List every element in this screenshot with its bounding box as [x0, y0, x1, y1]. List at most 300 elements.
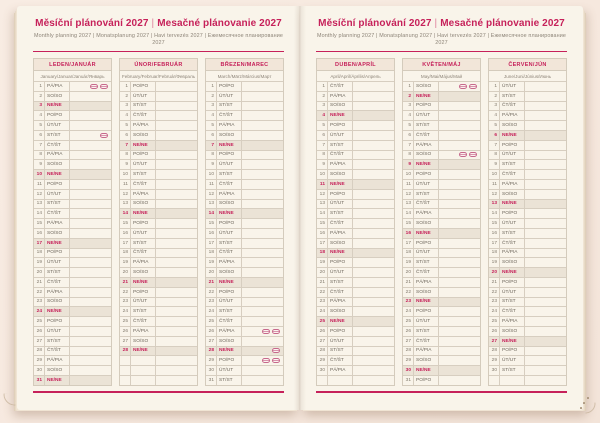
notes-cell: [70, 229, 111, 238]
notes-cell: [242, 92, 283, 101]
day-row: [34, 208, 111, 218]
day-row: [489, 355, 566, 365]
notes-cell: [242, 180, 283, 189]
day-row: [206, 189, 283, 199]
day-abbr: PO/PO: [414, 376, 439, 385]
day-row: [403, 228, 480, 238]
notes-cell: [353, 190, 394, 199]
notes-cell: [156, 258, 197, 267]
month-subtitle: February/Februar/Február/Февраль: [121, 73, 196, 79]
day-number: 27: [403, 337, 414, 346]
notes-cell: [439, 180, 480, 189]
notes-cell: [242, 209, 283, 218]
notes-cell: [353, 347, 394, 356]
notes-cell: [242, 160, 283, 169]
months-row: [316, 58, 567, 386]
day-abbr: SO/SO: [45, 160, 70, 169]
day-row: [34, 336, 111, 346]
day-abbr: ČT/ŠT: [45, 209, 70, 218]
notes-cell: [439, 317, 480, 326]
day-row: [489, 189, 566, 199]
day-number: 2: [403, 92, 414, 101]
day-abbr: SO/SO: [328, 239, 353, 248]
day-number: 18: [120, 249, 131, 258]
page-title-czech: Měsíční plánování 2027: [318, 18, 432, 29]
day-number: 11: [206, 180, 217, 189]
day-row: [403, 179, 480, 189]
day-abbr: PO/PO: [217, 288, 242, 297]
day-number: 24: [403, 307, 414, 316]
day-abbr: ÚT/UT: [45, 258, 70, 267]
day-abbr: ST/ST: [45, 268, 70, 277]
notes-cell: [156, 219, 197, 228]
day-number: [489, 376, 500, 385]
holiday-flag-icon: [272, 348, 280, 353]
notes-cell: [156, 239, 197, 248]
day-number: 15: [317, 219, 328, 228]
day-row: [34, 326, 111, 336]
day-row: [34, 150, 111, 160]
month-name: ÚNOR/FEBRUÁR: [120, 59, 197, 71]
day-number: 5: [34, 121, 45, 130]
day-row: [489, 140, 566, 150]
day-row: [120, 120, 197, 130]
notes-cell: [353, 219, 394, 228]
day-abbr: ÚT/UT: [328, 337, 353, 346]
day-number: 12: [489, 190, 500, 199]
notes-cell: [353, 229, 394, 238]
day-abbr: SO/SO: [217, 200, 242, 209]
day-row: [317, 277, 394, 287]
holiday-flag-icon: [469, 152, 477, 157]
notes-cell: [156, 307, 197, 316]
day-number: 3: [120, 102, 131, 111]
day-number: 6: [34, 131, 45, 140]
day-abbr: PÁ/PIA: [131, 327, 156, 336]
day-abbr: SO/SO: [45, 366, 70, 375]
day-row: [206, 169, 283, 179]
day-abbr: SO/SO: [414, 82, 439, 91]
day-abbr: PO/PO: [45, 249, 70, 258]
day-row: [120, 316, 197, 326]
day-abbr: ÚT/UT: [500, 219, 525, 228]
day-row: [489, 326, 566, 336]
day-number: 27: [489, 337, 500, 346]
day-row: [489, 150, 566, 160]
notes-cell: [70, 131, 111, 140]
day-abbr: ST/ST: [328, 278, 353, 287]
day-number: 3: [489, 102, 500, 111]
day-number: 2: [206, 92, 217, 101]
holiday-flag-icon: [459, 152, 467, 157]
day-row: [403, 101, 480, 111]
day-number: 11: [489, 180, 500, 189]
day-row: [206, 375, 283, 385]
day-number: 16: [317, 229, 328, 238]
notes-cell: [156, 288, 197, 297]
day-abbr: NE/NE: [414, 366, 439, 375]
day-number: 22: [403, 288, 414, 297]
day-abbr: [131, 356, 156, 365]
notes-cell: [156, 268, 197, 277]
day-row: [34, 277, 111, 287]
month-name: KVĚTEN/MÁJ: [403, 59, 480, 71]
day-row: [120, 228, 197, 238]
day-row: [489, 365, 566, 375]
page-curl-decoration: [2, 393, 16, 405]
holiday-flag-icon: [262, 329, 270, 334]
day-number: 15: [120, 219, 131, 228]
day-number: 12: [317, 190, 328, 199]
month-column: [119, 58, 198, 386]
day-abbr: PO/PO: [45, 180, 70, 189]
day-number: 13: [206, 200, 217, 209]
day-row: [489, 375, 566, 385]
notes-cell: [156, 131, 197, 140]
day-abbr: ST/ST: [45, 131, 70, 140]
notes-cell: [353, 131, 394, 140]
notes-cell: [525, 200, 566, 209]
notes-cell: [353, 268, 394, 277]
day-number: 7: [403, 141, 414, 150]
day-number: 11: [120, 180, 131, 189]
day-number: 17: [489, 239, 500, 248]
day-abbr: PÁ/PIA: [414, 141, 439, 150]
day-row: [403, 277, 480, 287]
notes-cell: [70, 258, 111, 267]
day-row: [120, 248, 197, 258]
day-row: [317, 326, 394, 336]
day-number: 12: [206, 190, 217, 199]
day-abbr: PO/PO: [500, 347, 525, 356]
day-row: [489, 297, 566, 307]
day-abbr: PO/PO: [414, 307, 439, 316]
day-number: 20: [489, 268, 500, 277]
day-number: 22: [317, 288, 328, 297]
month-column: [488, 58, 567, 386]
day-row: [317, 110, 394, 120]
day-abbr: PO/PO: [45, 111, 70, 120]
day-number: 15: [403, 219, 414, 228]
day-row: [317, 199, 394, 209]
day-number: 17: [206, 239, 217, 248]
day-abbr: ČT/ŠT: [217, 317, 242, 326]
day-row: [206, 297, 283, 307]
day-row: [403, 316, 480, 326]
day-abbr: PO/PO: [414, 102, 439, 111]
day-number: 10: [206, 170, 217, 179]
day-abbr: ÚT/UT: [500, 288, 525, 297]
notes-cell: [70, 366, 111, 375]
day-number: 12: [120, 190, 131, 199]
day-row: [403, 91, 480, 101]
day-row: [206, 248, 283, 258]
notes-cell: [439, 298, 480, 307]
notes-cell: [242, 258, 283, 267]
notes-cell: [242, 347, 283, 356]
notes-cell: [353, 337, 394, 346]
day-number: 9: [206, 160, 217, 169]
day-row: [34, 159, 111, 169]
day-row: [317, 257, 394, 267]
day-number: 4: [120, 111, 131, 120]
notes-cell: [70, 200, 111, 209]
day-number: 1: [489, 82, 500, 91]
page-title-slovak: Mesačné plánovanie 2027: [157, 18, 282, 29]
day-number: 8: [403, 151, 414, 160]
day-row: [120, 218, 197, 228]
notes-cell: [525, 190, 566, 199]
day-row: [317, 287, 394, 297]
day-row: [317, 81, 394, 91]
day-number: 26: [317, 327, 328, 336]
day-abbr: SO/SO: [217, 268, 242, 277]
day-abbr: ČT/ŠT: [328, 82, 353, 91]
day-number: 5: [489, 121, 500, 130]
notes-cell: [156, 151, 197, 160]
day-number: 16: [403, 229, 414, 238]
day-row: [317, 150, 394, 160]
day-abbr: ČT/ŠT: [414, 268, 439, 277]
day-number: 9: [403, 160, 414, 169]
day-number: 15: [206, 219, 217, 228]
day-row: [34, 130, 111, 140]
notes-cell: [353, 200, 394, 209]
day-abbr: ČT/ŠT: [45, 278, 70, 287]
day-number: 18: [317, 249, 328, 258]
day-abbr: ST/ST: [500, 298, 525, 307]
day-abbr: SO/SO: [131, 131, 156, 140]
page-right: [300, 6, 583, 410]
day-abbr: ÚT/UT: [45, 327, 70, 336]
notes-cell: [525, 121, 566, 130]
day-abbr: PO/PO: [217, 356, 242, 365]
day-abbr: ÚT/UT: [328, 131, 353, 140]
notes-cell: [70, 170, 111, 179]
day-row: [489, 306, 566, 316]
day-row: [34, 238, 111, 248]
day-number: 28: [317, 347, 328, 356]
day-row: [403, 375, 480, 385]
day-row: [34, 267, 111, 277]
day-abbr: ČT/ŠT: [328, 288, 353, 297]
page-subtitle: Monthly planning 2027 | Monatsplanung 2027 | Havi tervezés 2027 | Ежемесячное планирование 2027: [33, 33, 284, 46]
page-left: [17, 6, 300, 410]
notes-cell: [156, 170, 197, 179]
day-abbr: SO/SO: [45, 92, 70, 101]
notes-cell: [353, 258, 394, 267]
day-row: [34, 81, 111, 91]
day-abbr: ST/ST: [414, 190, 439, 199]
holiday-flag-icon: [459, 84, 467, 89]
months-row: [33, 58, 284, 386]
notes-cell: [242, 268, 283, 277]
day-number: 10: [34, 170, 45, 179]
day-abbr: ČT/ŠT: [328, 219, 353, 228]
notes-cell: [525, 141, 566, 150]
day-number: 6: [120, 131, 131, 140]
day-row: [206, 208, 283, 218]
day-row: [489, 120, 566, 130]
day-row: [120, 179, 197, 189]
day-abbr: SO/SO: [328, 102, 353, 111]
day-row: [317, 375, 394, 385]
day-row: [34, 169, 111, 179]
day-number: 12: [34, 190, 45, 199]
day-number: 30: [206, 366, 217, 375]
day-abbr: ST/ST: [217, 170, 242, 179]
notes-cell: [242, 249, 283, 258]
day-number: 25: [206, 317, 217, 326]
day-row: [403, 208, 480, 218]
holiday-flag-icon: [469, 84, 477, 89]
day-abbr: NE/NE: [500, 337, 525, 346]
page-right-content: [300, 6, 583, 410]
day-abbr: SO/SO: [45, 229, 70, 238]
day-row: [120, 375, 197, 385]
day-row: [120, 199, 197, 209]
notes-cell: [242, 288, 283, 297]
day-row: [34, 248, 111, 258]
day-abbr: ÚT/UT: [131, 160, 156, 169]
day-abbr: ČT/ŠT: [328, 356, 353, 365]
month-subtitle: June/Juni/Június/Июнь: [503, 73, 552, 79]
day-number: 8: [34, 151, 45, 160]
day-abbr: SO/SO: [131, 337, 156, 346]
day-number: 30: [317, 366, 328, 375]
day-abbr: ČT/ŠT: [45, 347, 70, 356]
day-row: [120, 326, 197, 336]
notes-cell: [70, 92, 111, 101]
day-number: 3: [403, 102, 414, 111]
day-abbr: ÚT/UT: [500, 151, 525, 160]
day-row: [489, 228, 566, 238]
day-row: [206, 110, 283, 120]
day-number: 20: [34, 268, 45, 277]
holiday-flag-icon: [90, 84, 98, 89]
notes-cell: [439, 229, 480, 238]
day-abbr: PÁ/PIA: [500, 249, 525, 258]
day-number: 25: [403, 317, 414, 326]
day-number: 6: [403, 131, 414, 140]
day-row: [206, 91, 283, 101]
day-number: 17: [403, 239, 414, 248]
day-number: 26: [34, 327, 45, 336]
day-abbr: NE/NE: [45, 170, 70, 179]
day-row: [206, 228, 283, 238]
day-row: [489, 316, 566, 326]
day-abbr: ÚT/UT: [45, 121, 70, 130]
day-row: [489, 91, 566, 101]
day-abbr: ST/ST: [131, 170, 156, 179]
day-abbr: ČT/ŠT: [414, 200, 439, 209]
notes-cell: [70, 249, 111, 258]
day-number: 13: [120, 200, 131, 209]
day-number: 13: [34, 200, 45, 209]
notes-cell: [525, 278, 566, 287]
day-number: 26: [206, 327, 217, 336]
day-abbr: ÚT/UT: [217, 366, 242, 375]
day-abbr: ÚT/UT: [131, 229, 156, 238]
month-subtitle: March/März/Március/Март: [217, 73, 272, 79]
day-number: 21: [317, 278, 328, 287]
day-row: [403, 365, 480, 375]
day-number: 29: [403, 356, 414, 365]
day-row: [489, 248, 566, 258]
day-abbr: PO/PO: [45, 317, 70, 326]
day-row: [489, 257, 566, 267]
notes-cell: [242, 278, 283, 287]
notes-cell: [525, 258, 566, 267]
notes-cell: [156, 327, 197, 336]
notes-cell: [70, 180, 111, 189]
day-number: 16: [206, 229, 217, 238]
notes-cell: [70, 209, 111, 218]
day-abbr: ČT/ŠT: [217, 111, 242, 120]
day-row: [317, 208, 394, 218]
notes-cell: [525, 327, 566, 336]
day-number: 1: [120, 82, 131, 91]
notes-cell: [70, 239, 111, 248]
notes-cell: [525, 239, 566, 248]
notes-cell: [156, 160, 197, 169]
notes-cell: [353, 92, 394, 101]
day-number: 6: [489, 131, 500, 140]
day-abbr: PO/PO: [217, 151, 242, 160]
day-row: [403, 306, 480, 316]
day-row: [120, 81, 197, 91]
day-number: 10: [489, 170, 500, 179]
notes-cell: [439, 288, 480, 297]
day-abbr: ÚT/UT: [414, 249, 439, 258]
day-abbr: SO/SO: [414, 288, 439, 297]
notes-cell: [156, 111, 197, 120]
notes-cell: [525, 170, 566, 179]
day-abbr: ÚT/UT: [217, 298, 242, 307]
day-number: 26: [489, 327, 500, 336]
day-number: 7: [34, 141, 45, 150]
day-row: [206, 199, 283, 209]
notes-cell: [242, 317, 283, 326]
day-abbr: SO/SO: [328, 307, 353, 316]
day-row: [403, 218, 480, 228]
day-row: [206, 81, 283, 91]
notes-cell: [525, 82, 566, 91]
day-row: [120, 189, 197, 199]
notes-cell: [353, 102, 394, 111]
day-number: 24: [317, 307, 328, 316]
day-number: 19: [120, 258, 131, 267]
day-abbr: ČT/ŠT: [131, 317, 156, 326]
day-row: [489, 346, 566, 356]
month-column: [33, 58, 112, 386]
day-row: [34, 199, 111, 209]
day-number: 29: [317, 356, 328, 365]
day-abbr: SO/SO: [414, 356, 439, 365]
day-abbr: NE/NE: [414, 92, 439, 101]
notes-cell: [242, 111, 283, 120]
day-number: 28: [403, 347, 414, 356]
day-abbr: PO/PO: [131, 288, 156, 297]
day-number: 4: [317, 111, 328, 120]
day-row: [317, 336, 394, 346]
notes-cell: [70, 317, 111, 326]
day-number: 3: [317, 102, 328, 111]
notes-cell: [439, 366, 480, 375]
day-number: 7: [489, 141, 500, 150]
day-abbr: ST/ST: [217, 239, 242, 248]
notes-cell: [525, 347, 566, 356]
